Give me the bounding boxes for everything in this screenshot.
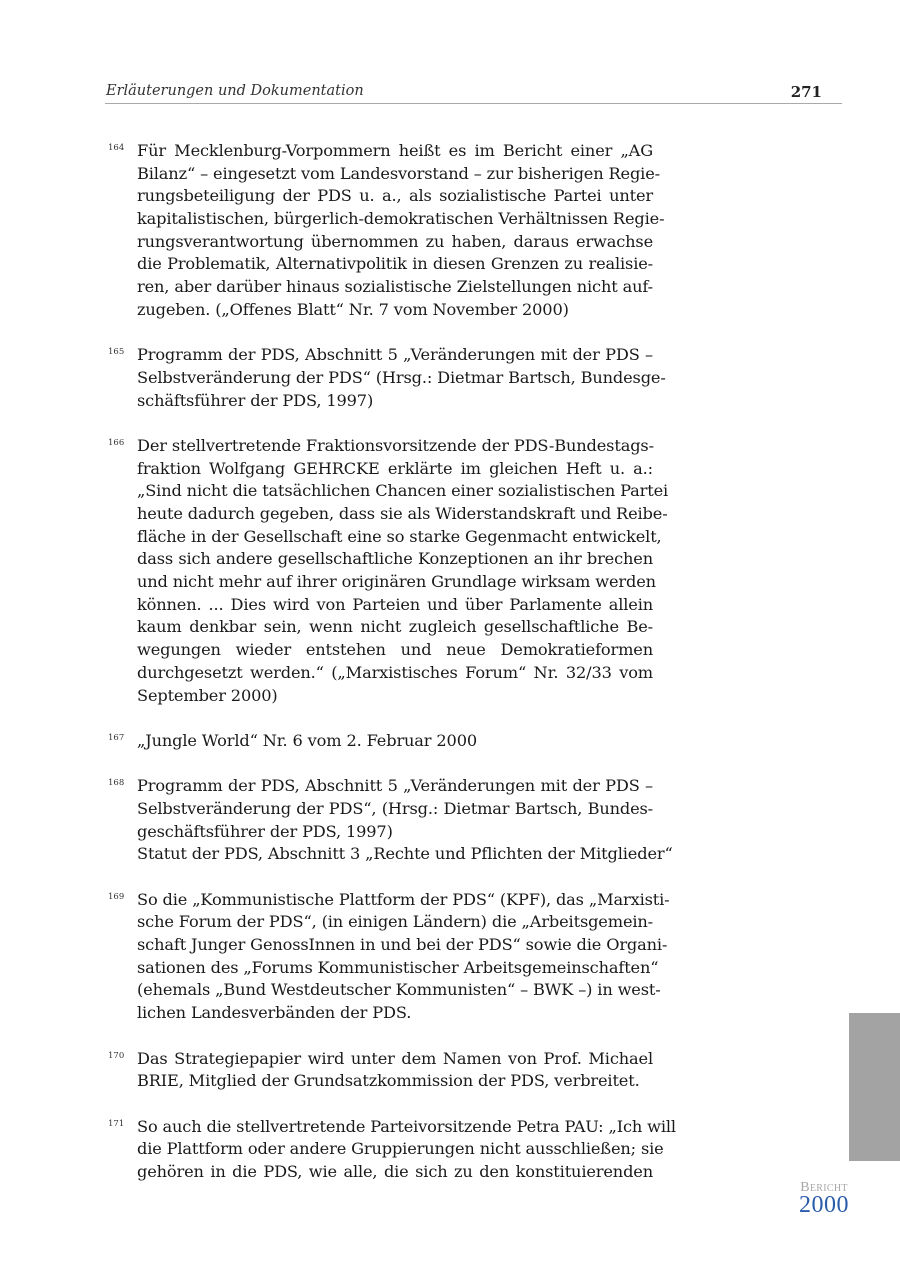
footnote-number: 171 xyxy=(108,1118,125,1129)
footnote-text-line: sationen des „Forums Kommunistischer Arbeitsgemeinschaften“ xyxy=(137,957,659,977)
footnote-text-line: So auch die stellvertretende Parteivorsitzende Petra PAU: „Ich will xyxy=(137,1116,676,1136)
header-rule xyxy=(105,103,842,104)
footnote-number: 169 xyxy=(108,891,125,902)
footnote-text-line: Der stellvertretende Fraktionsvorsitzende der PDS-Bundestags- xyxy=(137,435,654,455)
footnote-text-line: die Plattform oder andere Gruppierungen nicht ausschließen; sie xyxy=(137,1139,664,1159)
footnote-text-line: fraktion Wolfgang GEHRCKE erklärte im gleichen Heft u. a.: xyxy=(137,458,653,478)
footnote-number: 165 xyxy=(108,347,125,358)
footnote-text-line: geschäftsführer der PDS, 1997) xyxy=(137,821,393,841)
footnotes-list xyxy=(108,140,676,1206)
footnote-number: 166 xyxy=(108,437,125,448)
footnote-text-line: Bilanz“ – eingesetzt vom Landesvorstand – zur bisherigen Regie- xyxy=(137,163,660,183)
logo-line2: 2000 xyxy=(799,1192,849,1218)
page-number: 271 xyxy=(790,83,822,101)
footnote-text-line: durchgesetzt werden.“ („Marxistisches Forum“ Nr. 32/33 vom xyxy=(137,662,653,682)
footnote-text-line: wegungen wieder entstehen und neue Demokratieformen xyxy=(137,640,653,660)
footnote-text-line: „Sind nicht die tatsächlichen Chancen einer sozialistischen Partei xyxy=(137,481,669,501)
footnote-text-line: Selbstveränderung der PDS“, (Hrsg.: Dietmar Bartsch, Bundes- xyxy=(137,798,653,818)
thumb-index-tab xyxy=(849,1013,900,1161)
footnote-text-line: Für Mecklenburg-Vorpommern heißt es im Bericht einer „AG xyxy=(137,141,653,160)
footnote xyxy=(108,889,670,1025)
logo-line1: Bericht xyxy=(800,1180,848,1195)
footnote-text-line: schäftsführer der PDS, 1997) xyxy=(137,390,374,410)
footnote-text-line: und nicht mehr auf ihrer originären Grundlage wirksam werden xyxy=(137,572,656,592)
footnote-text-line: heute dadurch gegeben, dass sie als Widerstandskraft und Reibe- xyxy=(137,504,668,523)
footnote xyxy=(108,435,669,707)
footnote-text-line: Programm der PDS, Abschnitt 5 „Veränderungen mit der PDS – xyxy=(137,345,653,365)
footnote xyxy=(108,1116,676,1184)
bericht-2000-logo xyxy=(789,1180,859,1218)
footnote-text-line: BRIE, Mitglied der Grundsatzkommission der PDS, verbreitet. xyxy=(137,1071,640,1091)
footnote-text-line: lichen Landesverbänden der PDS. xyxy=(137,1003,412,1023)
footnote-text-line: Statut der PDS, Abschnitt 3 „Rechte und Pflichten der Mitglieder“ xyxy=(137,844,673,864)
footnote-text-line: Das Strategiepapier wird unter dem Namen von Prof. Michael xyxy=(137,1048,653,1068)
footnote-text-line: können. ... Dies wird von Parteien und über Parlamente allein xyxy=(137,594,653,614)
footnote xyxy=(108,775,673,866)
footnote-text-line: die Problematik, Alternativpolitik in diesen Grenzen zu realisie- xyxy=(137,254,653,274)
footnote-text-line: sche Forum der PDS“, (in einigen Ländern) die „Arbeitsgemein- xyxy=(137,912,653,932)
footnote xyxy=(108,344,666,412)
footnote-text-line: schaft Junger GenossInnen in und bei der PDS“ sowie die Organi- xyxy=(137,935,668,955)
running-header-title: Erläuterungen und Dokumentation xyxy=(106,83,364,99)
footnote-number: 167 xyxy=(108,732,125,743)
footnote-text-line: zugeben. („Offenes Blatt“ Nr. 7 vom November 2000) xyxy=(137,299,569,319)
footnote-text-line: So die „Kommunistische Plattform der PDS“ (KPF), das „Marxisti- xyxy=(137,889,670,909)
footnote-number: 170 xyxy=(108,1050,125,1061)
footnote-text-line: rungsverantwortung übernommen zu haben, daraus erwachse xyxy=(137,231,653,251)
footnote-number: 168 xyxy=(108,778,125,789)
footnote-text-line: „Jungle World“ Nr. 6 vom 2. Februar 2000 xyxy=(137,730,477,750)
footnote xyxy=(108,730,653,753)
footnote-text-line: Selbstveränderung der PDS“ (Hrsg.: Dietmar Bartsch, Bundesge- xyxy=(137,367,666,387)
footnote-text-line: gehören in die PDS, wie alle, die sich zu den konstituierenden xyxy=(137,1161,653,1181)
footnote-text-line: September 2000) xyxy=(137,685,278,705)
footnote-text-line: kaum denkbar sein, wenn nicht zugleich gesellschaftliche Be- xyxy=(137,617,653,637)
footnote xyxy=(108,140,665,322)
footnote-text-line: fläche in der Gesellschaft eine so starke Gegenmacht entwickelt, xyxy=(137,526,662,546)
footnote-text-line: (ehemals „Bund Westdeutscher Kommunisten“ – BWK –) in west- xyxy=(137,980,661,1000)
footnote-number: 164 xyxy=(108,143,125,153)
footnote-text-line: rungsbeteiligung der PDS u. a., als sozialistische Partei unter xyxy=(137,186,653,206)
footnote-text-line: dass sich andere gesellschaftliche Konzeptionen an ihr brechen xyxy=(137,549,653,569)
footnote-text-line: kapitalistischen, bürgerlich-demokratischen Verhältnissen Regie- xyxy=(137,209,665,229)
footnote-text-line: ren, aber darüber hinaus sozialistische Zielstellungen nicht auf- xyxy=(137,277,653,297)
footnote xyxy=(108,1048,653,1093)
footnote-text-line: Programm der PDS, Abschnitt 5 „Veränderungen mit der PDS – xyxy=(137,776,653,796)
